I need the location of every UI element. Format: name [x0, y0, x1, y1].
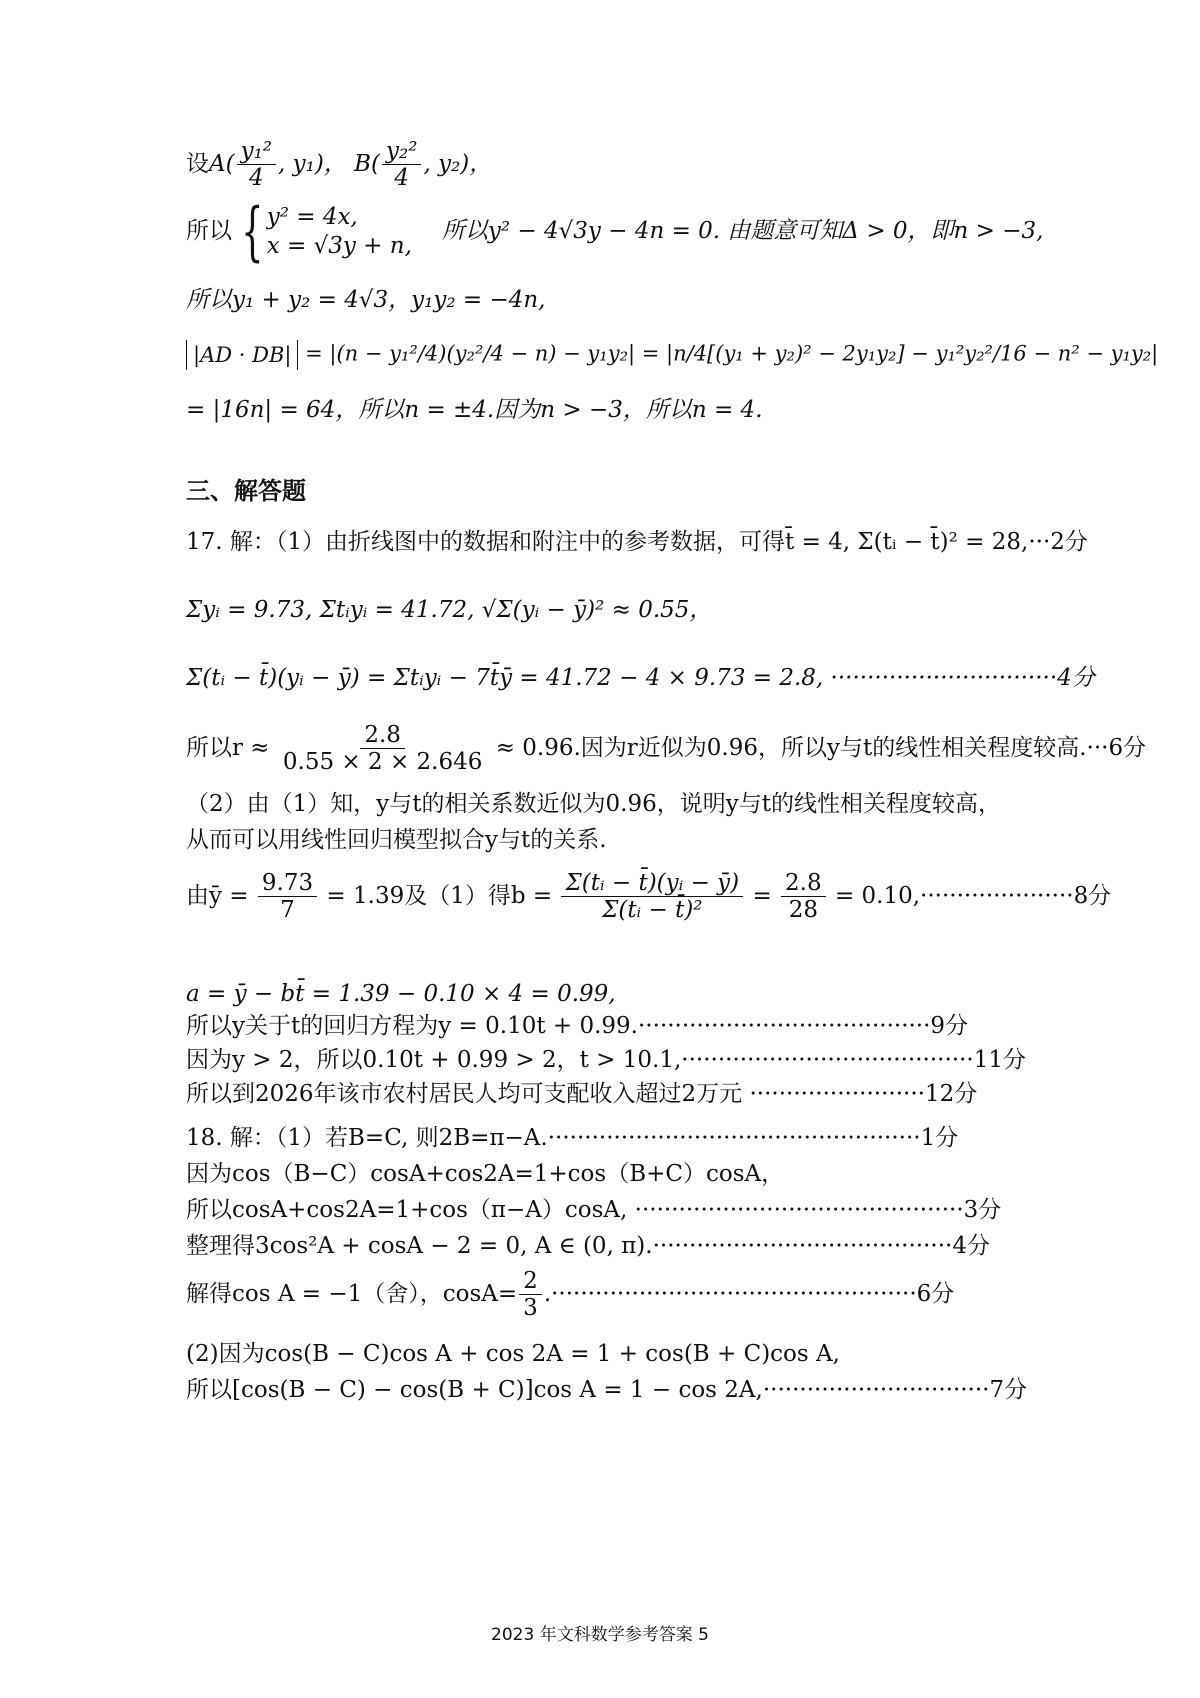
denominator: 28 — [788, 897, 818, 924]
equation-system — [267, 203, 412, 261]
page-footer: 2023 年文科数学参考答案 5 — [491, 1625, 709, 1645]
q17-line-7 — [186, 870, 1112, 924]
text: 所以 — [186, 218, 232, 244]
numerator: y₂² — [382, 138, 421, 165]
q17-line-8: a = ȳ − bt̄ = 1.39 − 0.10 × 4 = 0.99, — [186, 981, 616, 1007]
text: = 0.10,·····················8分 — [834, 882, 1112, 909]
text: A( — [209, 150, 235, 177]
text: = 1.39及（1）得b = — [326, 882, 553, 909]
fraction — [258, 870, 317, 924]
fraction — [561, 870, 743, 924]
text: 解得cos A = −1（舍），cosA= — [186, 1280, 518, 1307]
text: 由ȳ = — [186, 882, 249, 909]
numerator: 9.73 — [258, 870, 317, 897]
line-set-points — [186, 138, 1050, 192]
text: , y₁)， — [278, 150, 347, 177]
text: 所以r ≈ — [186, 734, 270, 761]
text: = — [752, 882, 772, 909]
q17-line-4 — [186, 722, 1147, 776]
equation: y² = 4x, — [266, 204, 358, 231]
line-system — [186, 195, 1050, 269]
text: , y₂)， — [423, 150, 493, 177]
q18-line-3: 所以cosA+cos2A=1+cos（π−A）cosA, ·············································3分 — [186, 1197, 1002, 1223]
denominator: 7 — [280, 897, 295, 924]
q18-line-4: 整理得3cos²A + cosA − 2 = 0, A ∈ (0, π).·········································4分 — [186, 1233, 990, 1259]
fraction — [279, 722, 486, 776]
text: ≈ 0.96.因为r近似为0.96，所以y与t的线性相关程度较高.···6分 — [495, 734, 1147, 761]
text: = |n/4[(y₁ + y₂)² − 2y₁y₂] − y₁²y₂²/16 − n² − y₁y₂| — [641, 341, 1159, 366]
text: .··················································6分 — [543, 1280, 955, 1307]
q18-line-2: 因为cos（B−C）cosA+cos2A=1+cos（B+C）cosA， — [186, 1161, 785, 1187]
line-result-n: = |16n| = 64，所以n = ±4.因为n > −3，所以n = 4. — [186, 397, 763, 423]
denominator: 3 — [523, 1295, 538, 1322]
numerator: y₁² — [237, 138, 276, 165]
numerator: Σ(tᵢ − t̄)(yᵢ − ȳ) — [561, 870, 743, 897]
q18-line-6: (2)因为cos(B − C)cos A + cos 2A = 1 + cos(B + C)cos A, — [186, 1341, 840, 1367]
denominator: Σ(tᵢ − t̄)² — [602, 897, 703, 924]
denominator: 4 — [394, 165, 410, 192]
brace-symbol: { — [241, 195, 264, 269]
fraction — [781, 870, 826, 924]
fraction — [519, 1268, 542, 1322]
numerator: 2 — [519, 1268, 542, 1295]
text: 设 — [186, 150, 209, 177]
q17-line-11: 所以到2026年该市农村居民人均可支配收入超过2万元 ························12分 — [186, 1081, 978, 1107]
q17-line-2: Σyᵢ = 9.73, Σtᵢyᵢ = 41.72, √Σ(yᵢ − ȳ)² ≈ 0.55， — [186, 597, 713, 623]
q17-line-5: （2）由（1）知，y与t的相关系数近似为0.96，说明y与t的线性相关程度较高， — [186, 791, 1001, 817]
q17-line-6: 从而可以用线性回归模型拟合y与t的关系. — [186, 827, 607, 853]
q18-line-7: 所以[cos(B − C) − cos(B + C)]cos A = 1 − cos 2A,·······························7分 — [186, 1377, 1028, 1403]
denominator: 4 — [248, 165, 264, 192]
q18-line-5 — [186, 1268, 1050, 1322]
fraction — [237, 138, 276, 192]
q17-line-3: Σ(tᵢ − t̄)(yᵢ − ȳ) = Σtᵢyᵢ − 7t̄ȳ = 41.72 − 4 × 9.73 = 2.8, ·······························4分 — [186, 665, 1095, 691]
denominator: 0.55 × 2 × 2.646 — [282, 749, 483, 776]
text: 所以y² − 4√3y − 4n = 0. 由题意可知Δ > 0，即n > −3, — [441, 218, 1044, 244]
text: B( — [354, 150, 381, 177]
numerator: 2.8 — [781, 870, 826, 897]
fraction — [382, 138, 421, 192]
equation: x = √3y + n, — [266, 233, 412, 259]
line-dot-product — [186, 340, 1159, 370]
numerator: 2.8 — [360, 722, 405, 749]
line-vieta: 所以y₁ + y₂ = 4√3，y₁y₂ = −4n, — [186, 287, 546, 313]
section-heading: 三、解答题 — [186, 477, 306, 505]
text: = |(n − y₁²/4)(y₂²/4 − n) − y₁y₂| — [305, 341, 636, 366]
q17-line-1: 17. 解：（1）由折线图中的数据和附注中的参考数据，可得t̄ = 4, Σ(tᵢ − t̄)² = 28,···2分 — [186, 529, 1088, 555]
q17-line-9: 所以y关于t的回归方程为y = 0.10t + 0.99.········································9分 — [186, 1013, 969, 1039]
q17-line-10: 因为y > 2，所以0.10t + 0.99 > 2，t > 10.1,········································11分 — [186, 1047, 1026, 1073]
q18-line-1: 18. 解：（1）若B=C, 则2B=π−A.···················································1分 — [186, 1125, 959, 1151]
abs-value: |AD · DB| — [186, 340, 298, 370]
